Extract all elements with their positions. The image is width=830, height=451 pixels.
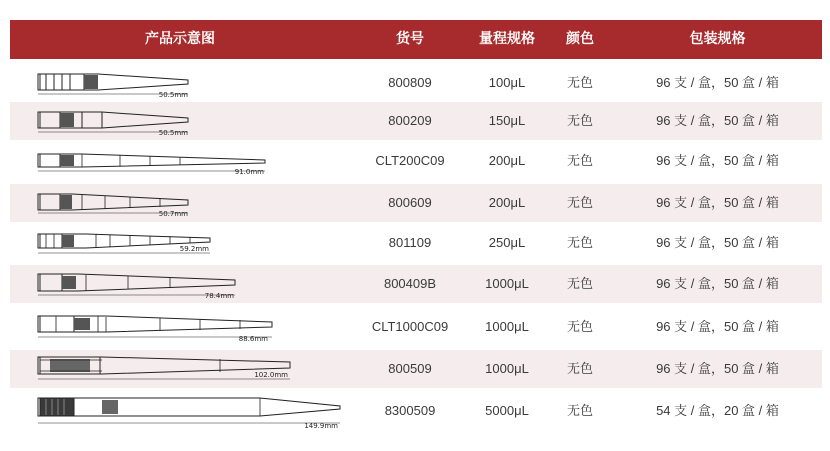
volume-spec: 250μL	[488, 235, 526, 250]
table-row	[10, 142, 822, 180]
dimension-label: 91.0mm	[234, 168, 264, 176]
packing-spec: 54 支 / 盒，20 盒 / 箱	[656, 403, 779, 418]
product-code: CLT1000C09	[371, 319, 449, 334]
tip-diagram	[10, 265, 350, 303]
packing-spec: 96 支 / 盒，50 盒 / 箱	[656, 113, 779, 128]
packing-spec: 96 支 / 盒，50 盒 / 箱	[656, 276, 779, 291]
volume-spec: 1000μL	[485, 276, 529, 291]
volume-spec: 150μL	[488, 113, 526, 128]
tip-diagram	[10, 64, 350, 102]
table-row	[10, 224, 822, 262]
volume-spec: 200μL	[488, 195, 526, 210]
color-value: 无色	[566, 235, 593, 250]
color-value: 无色	[566, 319, 593, 334]
packing-spec: 96 支 / 盒，50 盒 / 箱	[656, 319, 779, 334]
tip-diagram	[10, 350, 350, 388]
packing-spec: 96 支 / 盒，50 盒 / 箱	[656, 235, 779, 250]
color-value: 无色	[566, 361, 593, 376]
color-value: 无色	[566, 403, 593, 418]
header-color: 颜色	[566, 31, 594, 47]
volume-spec: 1000μL	[485, 319, 529, 334]
table-row	[10, 392, 822, 430]
dimension-label: 59.2mm	[179, 245, 209, 253]
dimension-label: 50.7mm	[158, 210, 188, 218]
dimension-label: 78.4mm	[204, 292, 234, 300]
color-value: 无色	[566, 276, 593, 291]
header-pack: 包装规格	[689, 31, 746, 47]
dimension-label: 149.9mm	[304, 422, 338, 430]
product-code: 8300509	[384, 403, 436, 418]
tip-diagram	[10, 102, 350, 140]
product-code: 800609	[388, 195, 432, 210]
dimension-label: 50.5mm	[158, 91, 188, 99]
tip-diagram	[10, 224, 350, 262]
color-value: 无色	[566, 75, 593, 90]
tip-diagram	[10, 142, 350, 180]
color-value: 无色	[566, 153, 593, 168]
product-table	[10, 20, 822, 430]
header-image: 产品示意图	[145, 31, 215, 47]
table-row	[10, 308, 822, 346]
volume-spec: 100μL	[488, 75, 526, 90]
table-row	[10, 102, 822, 140]
tip-diagram	[10, 184, 350, 222]
volume-spec: 1000μL	[485, 361, 529, 376]
packing-spec: 96 支 / 盒，50 盒 / 箱	[656, 361, 779, 376]
tip-diagram	[10, 308, 350, 346]
volume-spec: 5000μL	[485, 403, 529, 418]
packing-spec: 96 支 / 盒，50 盒 / 箱	[656, 195, 779, 210]
dimension-label: 50.5mm	[158, 129, 188, 137]
product-code: 800509	[388, 361, 432, 376]
table-row	[10, 184, 822, 222]
product-code: 800809	[388, 75, 432, 90]
product-code: 800409B	[383, 276, 437, 291]
dimension-label: 88.6mm	[238, 335, 268, 343]
header-code: 货号	[396, 31, 424, 47]
color-value: 无色	[566, 113, 593, 128]
product-code: 801109	[388, 235, 432, 250]
tip-diagram	[10, 392, 350, 430]
table-header	[10, 20, 822, 59]
color-value: 无色	[566, 195, 593, 210]
packing-spec: 96 支 / 盒，50 盒 / 箱	[656, 75, 779, 90]
table-row	[10, 64, 822, 102]
header-volume: 量程规格	[479, 31, 535, 47]
volume-spec: 200μL	[488, 153, 526, 168]
table-row	[10, 350, 822, 388]
table-row	[10, 265, 822, 303]
packing-spec: 96 支 / 盒，50 盒 / 箱	[656, 153, 779, 168]
product-code: CLT200C09	[375, 153, 445, 168]
dimension-label: 102.0mm	[254, 371, 288, 379]
product-code: 800209	[388, 113, 432, 128]
